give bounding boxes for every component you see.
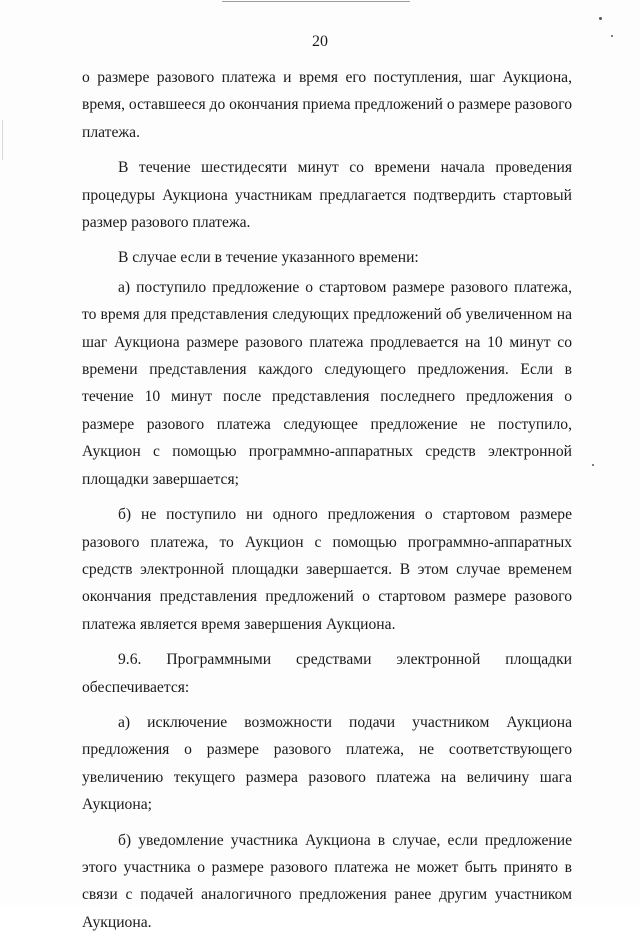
paragraph-9-6-item-b: б) уведомление участника Аукциона в случае, если предложение этого участника о размере разового платежа не может быть принято в связи с подачей аналогичного предложения ранее другим участником Аукциона. <box>82 831 572 931</box>
paragraph-continuation: о размере разового платежа и время его поступления, шаг Аукциона, время, оставшееся до окончания приема предложений о размере разового платежа. <box>82 69 573 141</box>
page-number: 20 <box>312 33 328 50</box>
paragraph-section-9-6: 9.6. Программными средствами электронной площадки обеспечивается: <box>82 651 572 696</box>
paragraph-item-b: б) не поступило ни одного предложения о стартовом размере разового платежа, то Аукцион с помощью программно-аппаратных средств электронной площадки завершается. В этом случае временем окончания представления предложений о стартовом размере разового платежа является время завершения Аукциона. <box>82 506 572 633</box>
paragraph-item-a: а) поступило предложение о стартовом размере разового платежа, то время для представления следующих предложений об увеличенном на шаг Аукциона размере разового платежа продлевается на 10 минут со времени представления каждого следующего предложения. Если в течение 10 минут после представления последнего предложения о размере разового платежа следующее предложение не поступило, Аукцион с помощью программно-аппаратных средств электронной площадки завершается; <box>82 278 572 488</box>
scan-speck <box>599 17 602 20</box>
top-rule <box>222 1 410 2</box>
paragraph-sixty-minutes: В течение шестидесяти минут со времени начала проведения процедуры Аукциона участникам предлагается подтвердить стартовый размер разового платежа. <box>82 159 572 232</box>
paragraph-9-6-item-a: а) исключение возможности подачи участником Аукциона предложения о размере разового платежа, не соответствующего увеличению текущего размера разового платежа на величину шага Аукциона; <box>82 713 572 814</box>
scan-edge <box>2 120 3 160</box>
paragraph-case-intro: В случае если в течение указанного времени: <box>118 249 419 267</box>
scan-speck <box>592 464 594 466</box>
document-body <box>82 64 572 944</box>
